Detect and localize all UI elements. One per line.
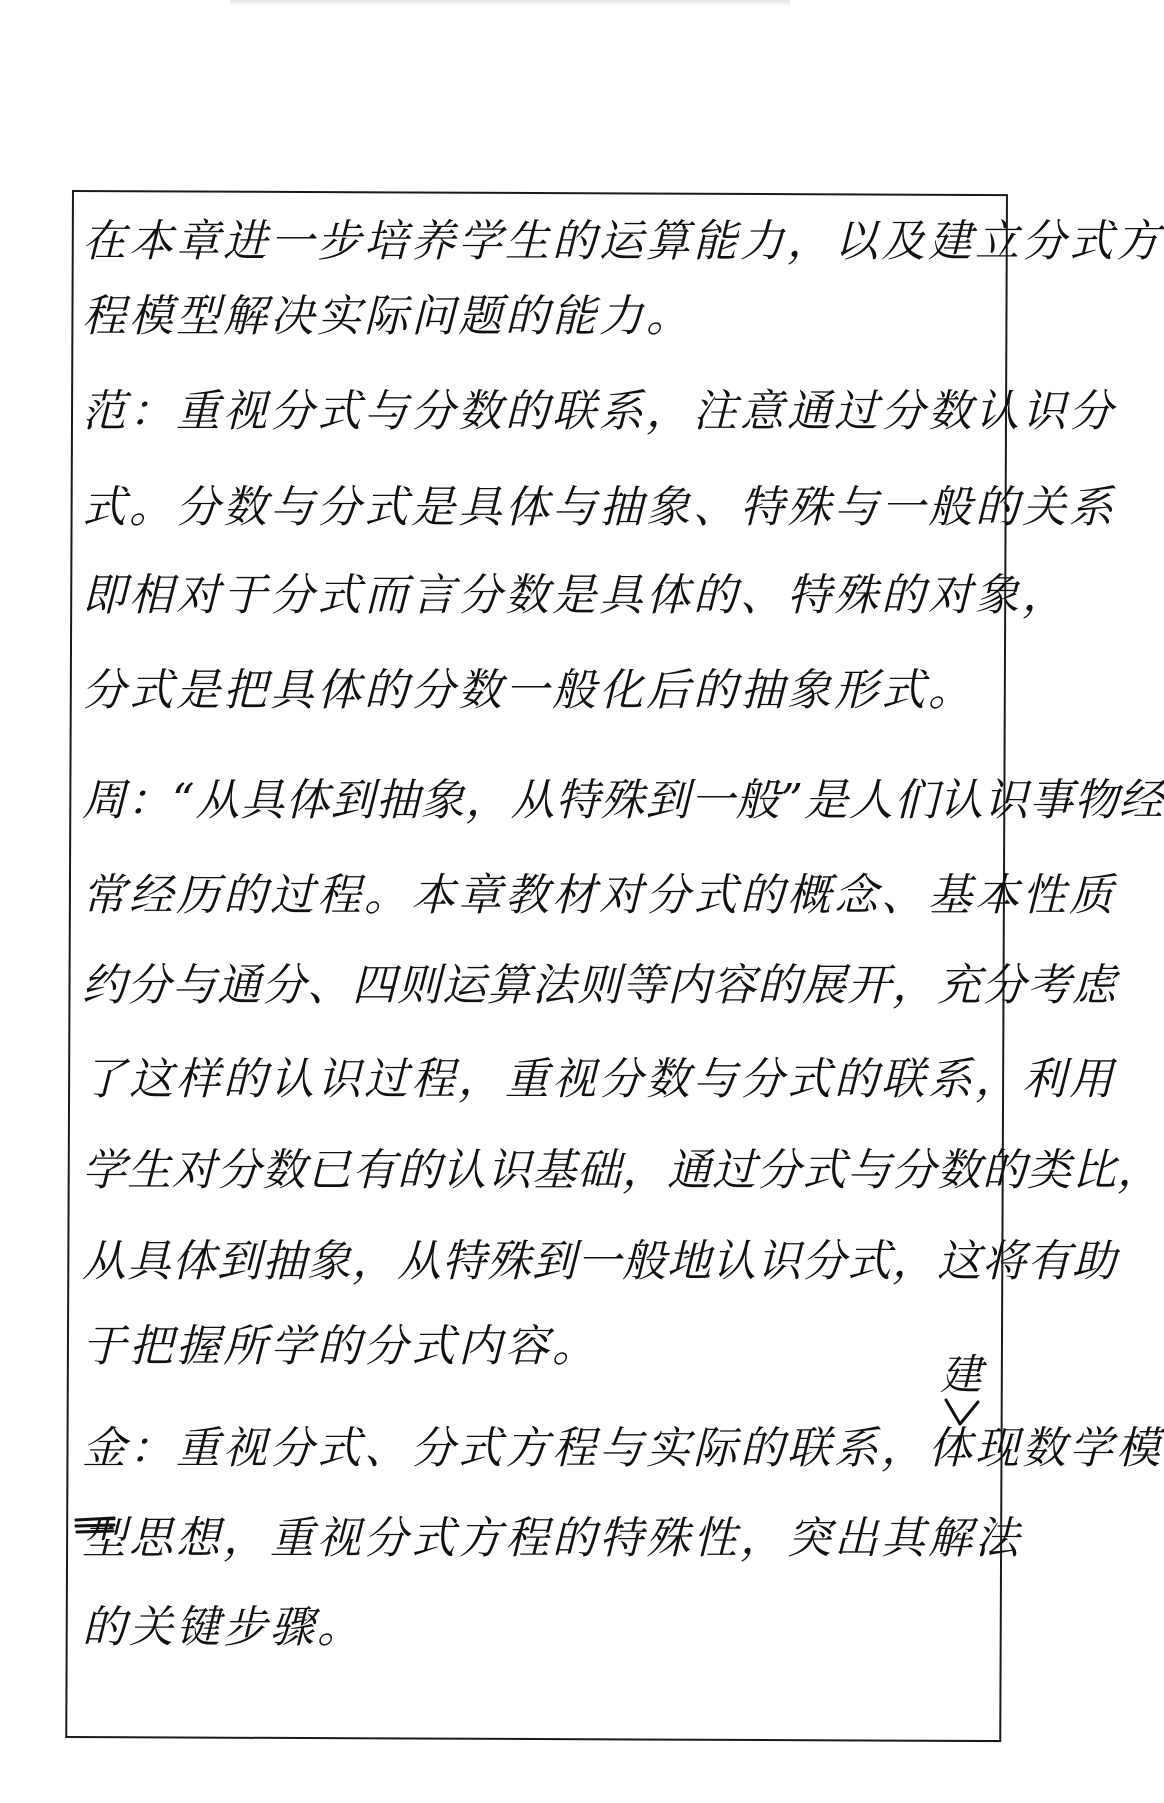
note-line-2: 程模型解决实际问题的能力。: [82, 291, 693, 342]
insertion-character: 建: [940, 1350, 983, 1399]
note-line-5: 即相对于分式而言分数是具体的、特殊的对象，: [82, 570, 1069, 621]
note-line-12: 从具体到抽象，从特殊到一般地认识分式，这将有助: [82, 1236, 1117, 1287]
note-line-1: 在本章进一步培养学生的运算能力，以及建立分式方: [82, 216, 1163, 267]
note-line-3: 范：重视分式与分数的联系，注意通过分数认识分: [82, 386, 1116, 437]
note-line-16: 的关键步骤。: [82, 1602, 364, 1653]
note-line-9: 约分与通分、四则运算法则等内容的展开，充分考虑: [82, 960, 1117, 1011]
note-line-6: 分式是把具体的分数一般化后的抽象形式。: [82, 665, 975, 716]
note-line-13: 于把握所学的分式内容。: [82, 1321, 599, 1372]
scribble-correction-mark: [74, 1512, 116, 1542]
note-line-7: 周：“从具体到抽象，从特殊到一般”是人们认识事物经: [82, 775, 1164, 826]
note-line-11: 学生对分数已有的认识基础，通过分式与分数的类比，: [82, 1145, 1162, 1196]
note-line-8: 常经历的过程。本章教材对分式的概念、基本性质: [82, 870, 1116, 921]
note-line-15: 型思想，重视分式方程的特殊性，突出其解法: [82, 1513, 1022, 1564]
note-line-4: 式。分数与分式是具体与抽象、特殊与一般的关系: [82, 482, 1116, 533]
note-line-14: 金：重视分式、分式方程与实际的联系，体现数学模: [82, 1423, 1163, 1474]
scan-top-shadow: [230, 0, 790, 6]
note-line-10: 了这样的认识过程，重视分数与分式的联系，利用: [82, 1054, 1116, 1105]
